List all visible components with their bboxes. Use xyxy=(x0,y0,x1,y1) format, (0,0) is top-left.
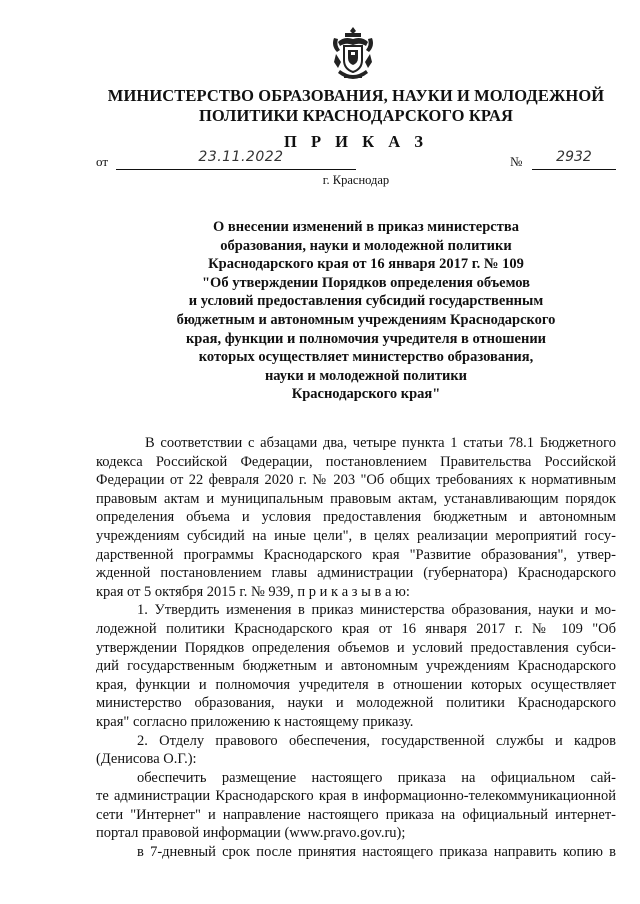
number-value: 2932 xyxy=(556,149,592,165)
body-line: сети "Интернет" и направление настоящего приказа на официальный интернет- xyxy=(96,806,616,823)
body-line: края от 5 октября 2015 г. № 939, п р и к а з ы в а ю: xyxy=(96,583,410,600)
title-line: Краснодарского края" xyxy=(291,386,441,403)
number-prefix: № xyxy=(510,154,523,169)
title-line: Краснодарского края от 16 января 2017 г. № 109 xyxy=(208,256,524,273)
number-underline xyxy=(532,169,616,170)
title-line: науки и молодежной политики xyxy=(264,367,468,384)
document-title xyxy=(160,218,572,404)
body-line: кодекса Российской Федерации, постановлением Правительства Российской xyxy=(96,453,616,470)
date-value: 23.11.2022 xyxy=(198,149,284,165)
body-line: Федерации от 22 февраля 2020 г. № 203 "Об общих требованиях к нормативным xyxy=(96,472,616,489)
title-line: образования, науки и молодежной политики xyxy=(220,237,512,254)
title-line: края, функции и полномочия учредителя в отношении xyxy=(185,330,547,347)
document-body xyxy=(96,434,616,862)
body-line: 2. Отделу правового обеспечения, государственной службы и кадров xyxy=(137,732,616,749)
body-line: лодежной политики Краснодарского края от 16 января 2017 г. № 109 "Об xyxy=(96,620,616,637)
body-line: правовым актам и муниципальным правовым актам, устанавливающим порядок xyxy=(96,490,616,507)
city: г. Краснодар xyxy=(322,173,390,187)
ministry-name-line: МИНИСТЕРСТВО ОБРАЗОВАНИЯ, НАУКИ И МОЛОДЕЖНОЙ xyxy=(107,86,605,105)
body-line: те администрации Краснодарского края в информационно-телекоммуникационной xyxy=(96,788,616,805)
body-line: утверждении Порядков определения объемов и условий предоставления субси- xyxy=(96,639,616,656)
body-line: министерство образования, науки и молодежной политики Краснодарского xyxy=(96,695,616,712)
body-line: учреждениям субсидий на иные цели", в целях реализации мероприятий госу- xyxy=(96,527,616,544)
title-line: "Об утверждении Порядков определения объемов xyxy=(201,274,531,291)
coat-of-arms-icon xyxy=(330,26,376,80)
body-line: определения объема и условия предоставления бюджетным и автономным xyxy=(96,509,616,526)
body-line: края" согласно приложению к настоящему приказу. xyxy=(96,713,414,730)
body-line: края, функции и полномочия учредителя в отношении которых осуществляет xyxy=(96,676,616,693)
body-line: 1. Утвердить изменения в приказ министерства образования, науки и мо- xyxy=(137,602,616,619)
title-line: которых осуществляет министерство образования, xyxy=(198,349,534,366)
body-line: обеспечить размещение настоящего приказа на официальном сай- xyxy=(137,769,616,786)
body-line: В соответствии с абзацами два, четыре пункта 1 статьи 78.1 Бюджетного xyxy=(145,435,616,451)
ministry-name xyxy=(60,86,640,126)
title-line: бюджетным и автономным учреждениям Краснодарского xyxy=(176,311,556,328)
body-line: дий государственным бюджетным и автономным учреждениям Краснодарского xyxy=(96,658,616,675)
body-line: (Денисова О.Г.): xyxy=(96,751,197,768)
date-underline xyxy=(116,169,356,170)
ministry-name-line: ПОЛИТИКИ КРАСНОДАРСКОГО КРАЯ xyxy=(199,106,513,125)
title-line: и условий предоставления субсидий государственным xyxy=(188,293,544,310)
body-line: в 7-дневный срок после принятия настоящего приказа направить копию в xyxy=(137,844,616,861)
title-line: О внесении изменений в приказ министерства xyxy=(213,219,519,235)
document-type: П Р И К А З xyxy=(284,132,428,151)
date-number-row xyxy=(96,151,616,173)
body-line: жденной постановлением главы администрации (губернатора) Краснодарского xyxy=(96,565,616,582)
body-line: дарственной программы Краснодарского края "Развитие образования", утвер- xyxy=(96,546,616,563)
date-prefix: от xyxy=(96,154,109,169)
body-line: портал правовой информации (www.pravo.gov.ru); xyxy=(96,825,406,842)
